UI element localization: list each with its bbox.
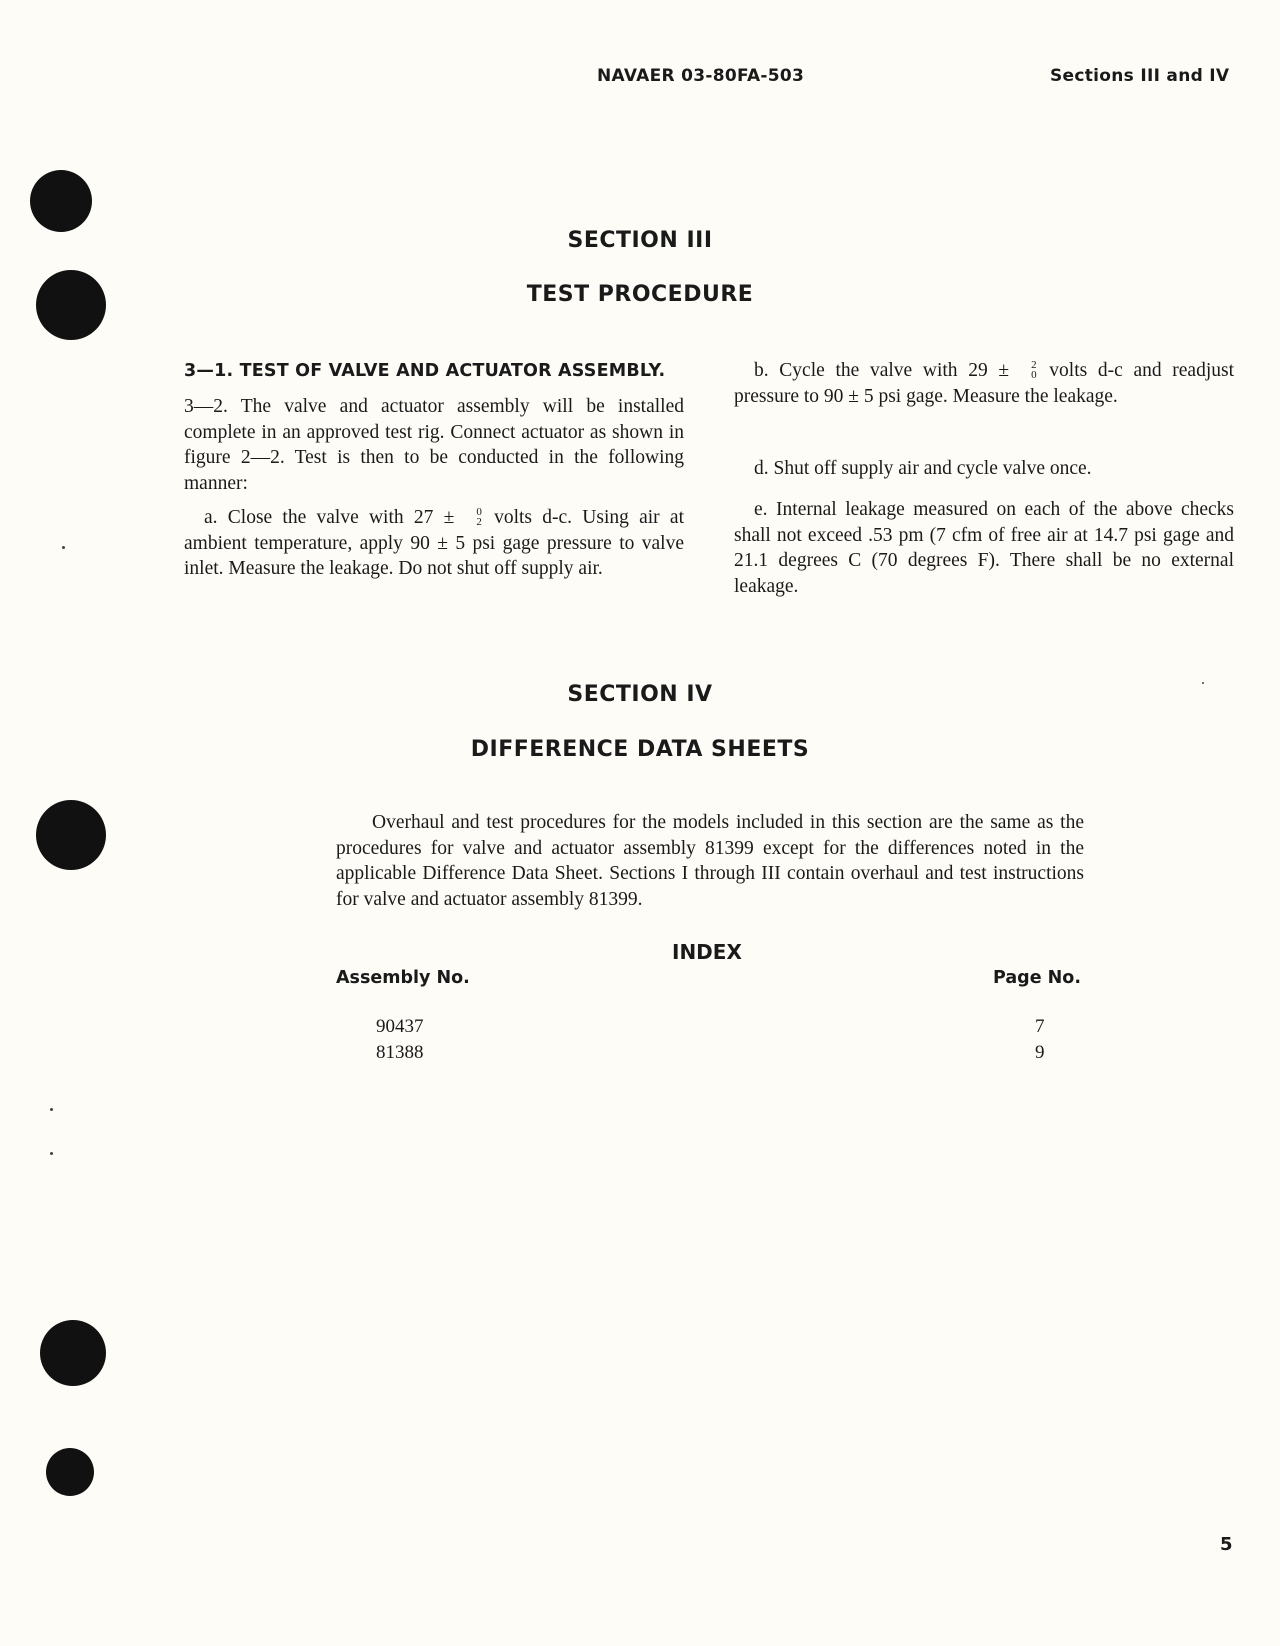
step-a-text-start: a. Close the valve with 27 xyxy=(204,507,434,528)
section-subtitle: DIFFERENCE DATA SHEETS xyxy=(470,737,810,762)
punch-hole xyxy=(30,170,92,232)
section-title: SECTION III xyxy=(567,228,713,253)
step-a xyxy=(184,505,684,582)
plus-minus: ± xyxy=(443,507,455,528)
section-title: SECTION IV xyxy=(567,682,713,707)
speck xyxy=(62,546,65,549)
step-d: d. Shut off supply air and cycle valve once. xyxy=(754,458,1092,479)
assembly-number: 81388 xyxy=(376,1042,424,1063)
punch-hole xyxy=(40,1320,106,1386)
step-e: e. Internal leakage measured on each of the above checks shall not exceed .53 pm (7 cfm of free air at 14.7 psi gage and 21.1 degrees C (70 degrees F). There shall be no external leakage. xyxy=(734,499,1234,597)
assembly-number: 90437 xyxy=(376,1016,424,1037)
paragraph xyxy=(184,394,684,496)
doc-number: NAVAER 03-80FA-503 xyxy=(597,66,805,86)
page-number-cell: 7 xyxy=(1035,1016,1045,1037)
sections-label: Sections III and IV xyxy=(1050,66,1230,86)
tolerance: 2 0 xyxy=(1031,358,1037,381)
punch-hole xyxy=(46,1448,94,1496)
step-a-text-end: volts d-c. Using air at ambient temperature, apply 90 ± 5 psi gage pressure to valve inlet. Measure the leakage. Do not shut off supply air. xyxy=(184,507,684,579)
paragraph-heading: 3—1. TEST OF VALVE AND ACTUATOR ASSEMBLY. xyxy=(184,361,666,381)
section-subtitle: TEST PROCEDURE xyxy=(526,282,754,307)
step-b-text-start: b. Cycle the valve with 29 xyxy=(754,360,988,381)
tolerance: 0 2 xyxy=(476,505,482,528)
step-b-text-end: volts d-c and readjust pressure to 90 ± 5 psi gage. Measure the leakage. xyxy=(734,360,1235,407)
punch-hole xyxy=(36,800,106,870)
page-number-cell: 9 xyxy=(1035,1042,1045,1063)
paragraph-text: 3—2. The valve and actuator assembly will be installed complete in an approved test rig. Connect actuator as shown in figure 2—2. Test is then to be conducted in the following manner: xyxy=(184,396,684,494)
table-row xyxy=(376,1016,1056,1038)
page-number: 5 xyxy=(1220,1534,1233,1555)
index-title: INDEX xyxy=(672,940,742,964)
column-header-assembly: Assembly No. xyxy=(336,968,470,988)
column-header-page: Page No. xyxy=(993,968,1081,988)
step-b xyxy=(734,358,1234,409)
speck xyxy=(50,1108,53,1111)
speck xyxy=(50,1152,53,1155)
section-intro: Overhaul and test procedures for the models included in this section are the same as the procedures for valve and actuator assembly 81399 except for the differences noted in the applicable Difference Data Sheet. Sections I through III contain overhaul and test instructions for valve and actuator assembly 81399. xyxy=(336,812,1084,910)
plus-minus: ± xyxy=(998,360,1010,381)
table-row xyxy=(376,1042,1056,1064)
